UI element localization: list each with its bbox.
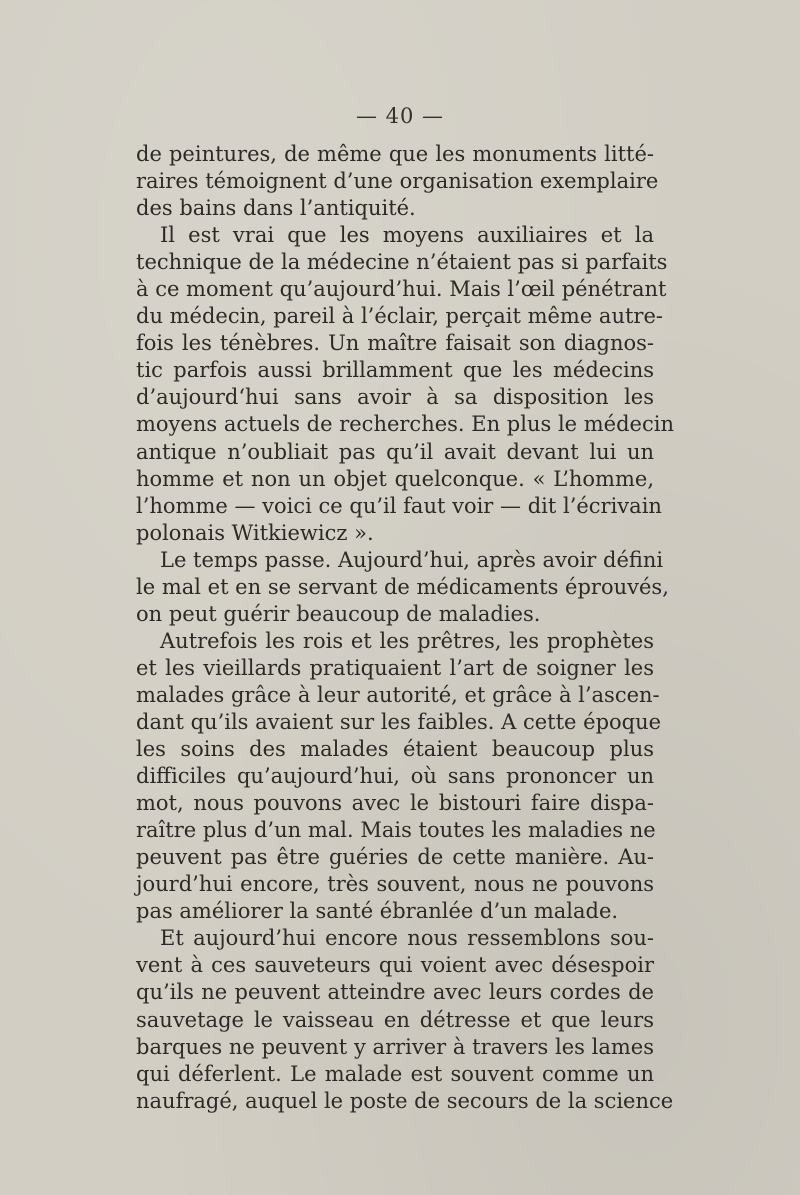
text-line: jourd’hui encore, très souvent, nous ne pouvons bbox=[136, 872, 654, 897]
text-line: antique n’oubliait pas qu’il avait devant lui un bbox=[136, 439, 654, 464]
text-line: malades grâce à leur autorité, et grâce à l’ascen- bbox=[136, 682, 660, 707]
page-number: — 40 — bbox=[355, 104, 445, 128]
text-line: Autrefois les rois et les prêtres, les prophètes bbox=[160, 628, 654, 653]
text-line: peuvent pas être guéries de cette manière. Au- bbox=[136, 845, 654, 870]
text-line: fois les ténèbres. Un maître faisait son diagnos- bbox=[136, 331, 654, 356]
text-line: vent à ces sauveteurs qui voient avec désespoir bbox=[136, 953, 654, 978]
text-line: naufragé, auquel le poste de secours de la science bbox=[136, 1088, 674, 1113]
text-line: Le temps passe. Aujourd’hui, après avoir défini bbox=[160, 547, 664, 572]
text-line: technique de la médecine n’étaient pas si parfaits bbox=[136, 250, 668, 275]
text-line: sauvetage le vaisseau en détresse et que leurs bbox=[136, 1007, 654, 1032]
text-line: polonais Witkiewicz ». bbox=[136, 520, 374, 545]
text-line: qu’ils ne peuvent atteindre avec leurs cordes de bbox=[136, 980, 654, 1005]
text-line: et les vieillards pratiquaient l’art de soigner les bbox=[136, 655, 654, 680]
text-line: Et aujourd’hui encore nous ressemblons sou- bbox=[160, 926, 654, 951]
text-line: d’aujourd‘hui sans avoir à sa disposition les bbox=[136, 385, 654, 410]
text-line: Il est vrai que les moyens auxiliaires et la bbox=[160, 223, 654, 248]
text-line: qui déferlent. Le malade est souvent comme un bbox=[136, 1061, 654, 1086]
text-line: l’homme — voici ce qu’il faut voir — dit l’écrivain bbox=[136, 493, 662, 518]
text-line: les soins des malades étaient beaucoup plus bbox=[136, 737, 654, 762]
text-line: du médecin, pareil à l’éclair, perçait même autre- bbox=[136, 304, 663, 329]
text-line: homme et non un objet quelconque. « L’homme, bbox=[136, 466, 654, 491]
text-line: pas améliorer la santé ébranlée d’un malade. bbox=[136, 899, 619, 924]
text-line: raître plus d’un mal. Mais toutes les maladies ne bbox=[136, 818, 656, 843]
text-line: on peut guérir beaucoup de maladies. bbox=[136, 601, 541, 626]
body-text bbox=[136, 141, 674, 1115]
text-line: tic parfois aussi brillamment que les médecins bbox=[136, 358, 654, 383]
text-line: à ce moment qu’aujourd’hui. Mais l’œil pénétrant bbox=[136, 277, 667, 302]
text-line: raires témoignent d’une organisation exemplaire bbox=[136, 169, 659, 194]
text-line: mot, nous pouvons avec le bistouri faire dispa- bbox=[136, 791, 654, 816]
text-line: de peintures, de même que les monuments litté- bbox=[136, 142, 654, 166]
text-line: moyens actuels de recherches. En plus le médecin bbox=[136, 412, 674, 437]
text-line: dant qu’ils avaient sur les faibles. A cette époque bbox=[136, 709, 662, 734]
text-line: difficiles qu’aujourd’hui, où sans prononcer un bbox=[136, 764, 654, 789]
text-line: des bains dans l’antiquité. bbox=[136, 196, 416, 221]
text-line: le mal et en se servant de médicaments éprouvés, bbox=[136, 574, 669, 599]
text-line: barques ne peuvent y arriver à travers les lames bbox=[136, 1034, 654, 1059]
